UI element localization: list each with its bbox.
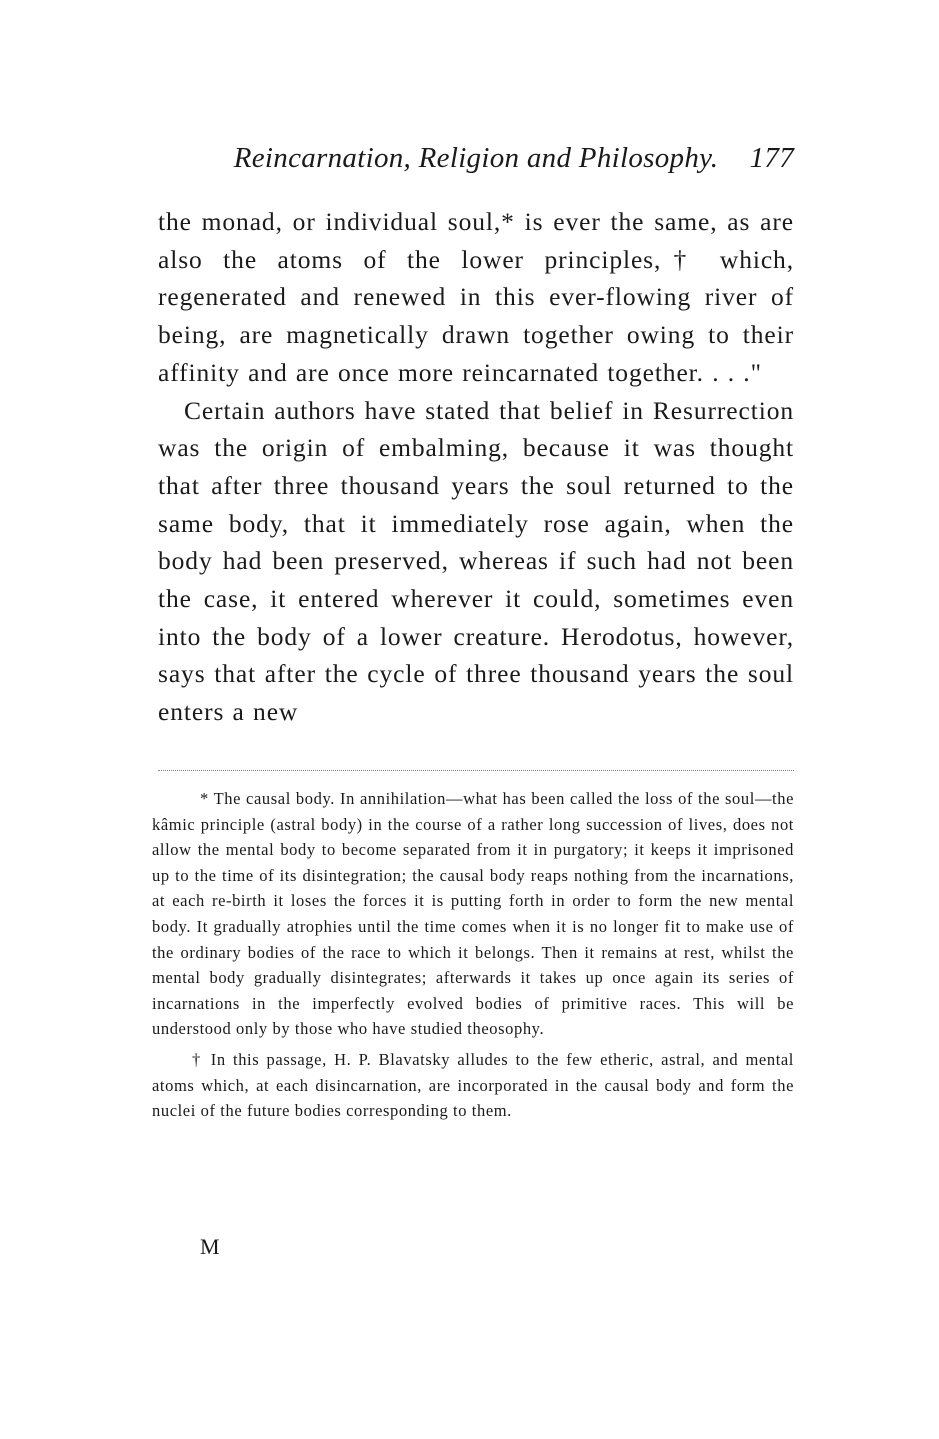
footnotes [152,786,794,1124]
footnote-causal-body: * The causal body. In annihilation—what has been called the loss of the soul—the kâmic principle (astral body) in the course of a rather long succession of lives, does not allow the mental body to become separated from it in purgatory; it keeps it imprisoned up to the time of its disintegration; the causal body reaps nothing from the incarnations, at each re-birth it loses the forces it is putting forth in order to form the new mental body. It gradually atrophies until the time comes when it is no longer fit to make use of the ordinary bodies of the race to which it belongs. Then it remains at rest, whilst the mental body gradually disintegrates; afterwards it takes up once again its series of incarnations in the imperfectly evolved bodies of primitive races. This will be understood only by those who have studied theosophy. [152,789,794,1039]
main-text [158,203,794,731]
footnote-divider [158,770,794,771]
signature-mark: M [200,1234,221,1259]
running-title: Reincarnation, Religion and Philosophy. [233,142,719,174]
footnote-blavatsky: † In this passage, H. P. Blavatsky alludes to the few etheric, astral, and mental atoms which, at each disincarnation, are incorporated in the causal body and form the nuclei of the future bodies corresponding to them. [152,1049,794,1121]
running-header [158,142,794,175]
paragraph-continued: the monad, or individual soul,* is ever the same, as are also the atoms of the lower principles,† which, regenerated and renewed in this ever-flowing river of being, are magnetically drawn together owing to their affinity and are once more reincarnated together. . . ." [158,207,794,387]
page-number: 177 [749,142,794,174]
paragraph: Certain authors have stated that belief in Resurrection was the origin of embalming, because it was thought that after three thousand years the soul returned to the same body, that it immediately rose again, when the body had been preserved, whereas if such had not been the case, it entered wherever it could, sometimes even into the body of a lower creature. Herodotus, however, says that after the cycle of three thousand years the soul enters a new [158,395,794,727]
